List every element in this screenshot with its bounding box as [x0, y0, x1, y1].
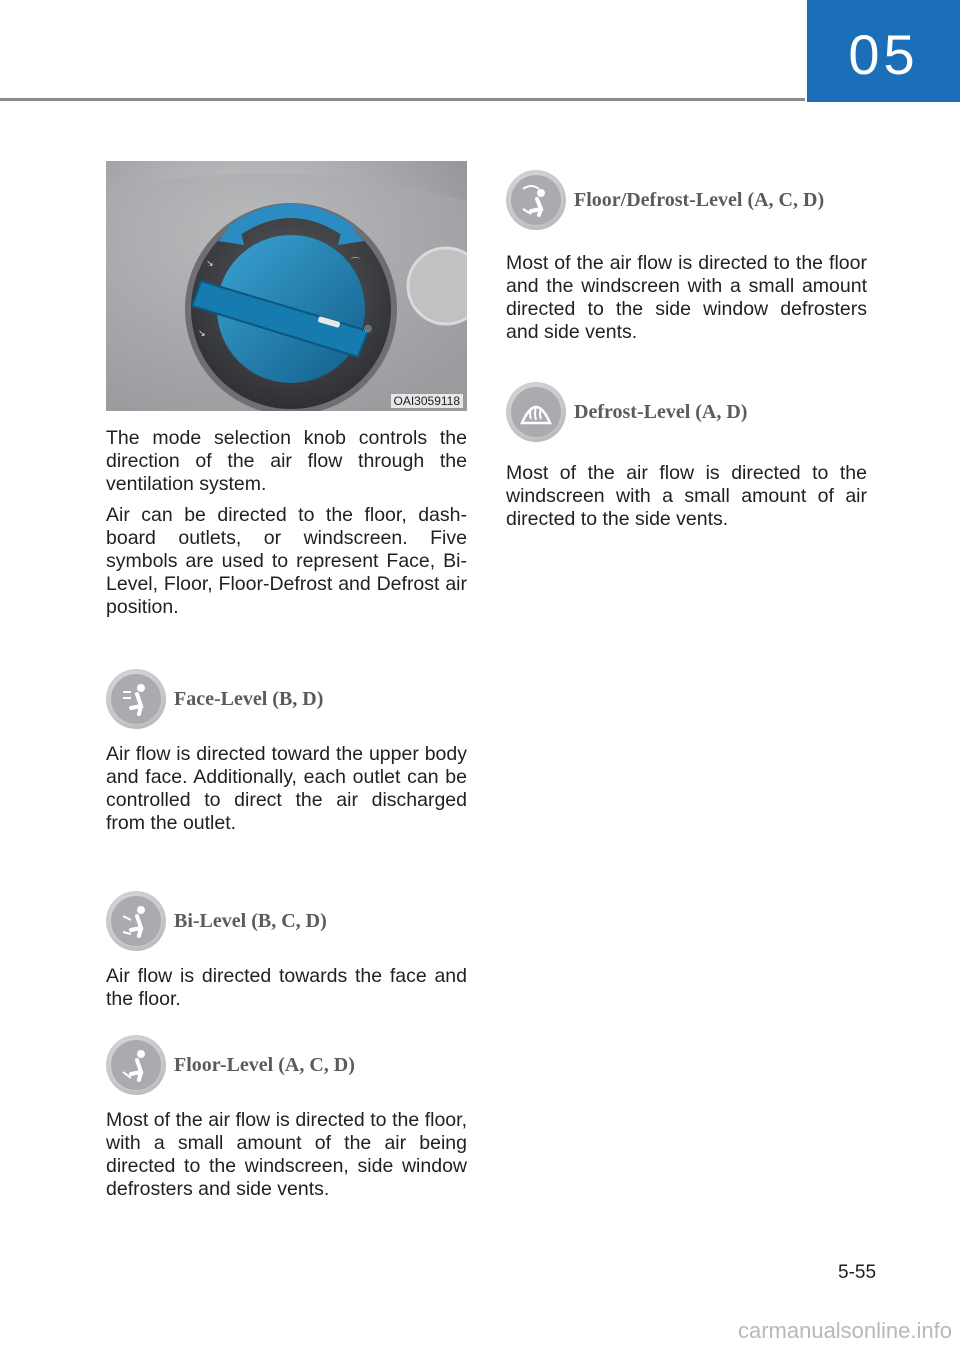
mode-bi-level	[106, 891, 467, 951]
mode-title: Defrost-Level (A, D)	[574, 400, 748, 423]
chapter-tab: 05	[807, 0, 960, 102]
mode-description: Air flow is directed towards the face and the floor.	[106, 965, 467, 1010]
intro-paragraph-2: Air can be directed to the floor, dashboard outlets, or windscreen. Five symbols are used to represent Face, Bi-Level, Floor, Floor-Defrost and Defrost air position.	[106, 504, 467, 618]
mode-description: Most of the air flow is directed to the floor and the windscreen with a small amount directed to the side window defrosters and side vents.	[506, 252, 867, 343]
figure-code: OAI3059118	[391, 394, 464, 408]
floor-level-icon	[106, 1035, 166, 1095]
defrost-level-icon	[506, 382, 566, 442]
mode-description: Air flow is directed toward the upper body and face. Additionally, each outlet can be controlled to direct the air discharged from the outlet.	[106, 743, 467, 834]
mode-title: Bi-Level (B, C, D)	[174, 909, 327, 932]
mode-floor-level	[106, 1035, 467, 1095]
mode-title: Floor-Level (A, C, D)	[174, 1053, 355, 1076]
right-column	[506, 170, 867, 531]
mode-title: Face-Level (B, D)	[174, 687, 324, 710]
left-column	[106, 161, 467, 1201]
header-rule	[0, 98, 805, 101]
floor-defrost-level-icon	[506, 170, 566, 230]
bi-level-icon	[106, 891, 166, 951]
mode-description: Most of the air flow is directed to the windscreen with a small amount of air directed to the side vents.	[506, 462, 867, 530]
mode-defrost-level	[506, 382, 867, 442]
svg-text:⌒: ⌒	[351, 257, 361, 267]
watermark: carmanualsonline.info	[737, 1318, 952, 1343]
mode-floor-defrost-level	[506, 170, 867, 230]
mode-knob-figure	[106, 161, 467, 411]
intro-paragraph-1: The mode selection knob controls the direction of the air flow through the ventilation system.	[106, 427, 467, 495]
mode-face-level	[106, 669, 467, 729]
svg-text:↘: ↘	[198, 328, 206, 338]
mode-description: Most of the air flow is directed to the floor, with a small amount of the air being directed to the windscreen, side window defrosters and side vents.	[106, 1109, 467, 1200]
page-number: 5-55	[838, 1262, 877, 1283]
mode-title: Floor/Defrost-Level (A, C, D)	[574, 188, 825, 211]
face-level-icon	[106, 669, 166, 729]
mode-knob-illustration	[106, 161, 467, 411]
svg-text:◎: ◎	[364, 323, 372, 333]
svg-text:↘: ↘	[206, 258, 214, 268]
